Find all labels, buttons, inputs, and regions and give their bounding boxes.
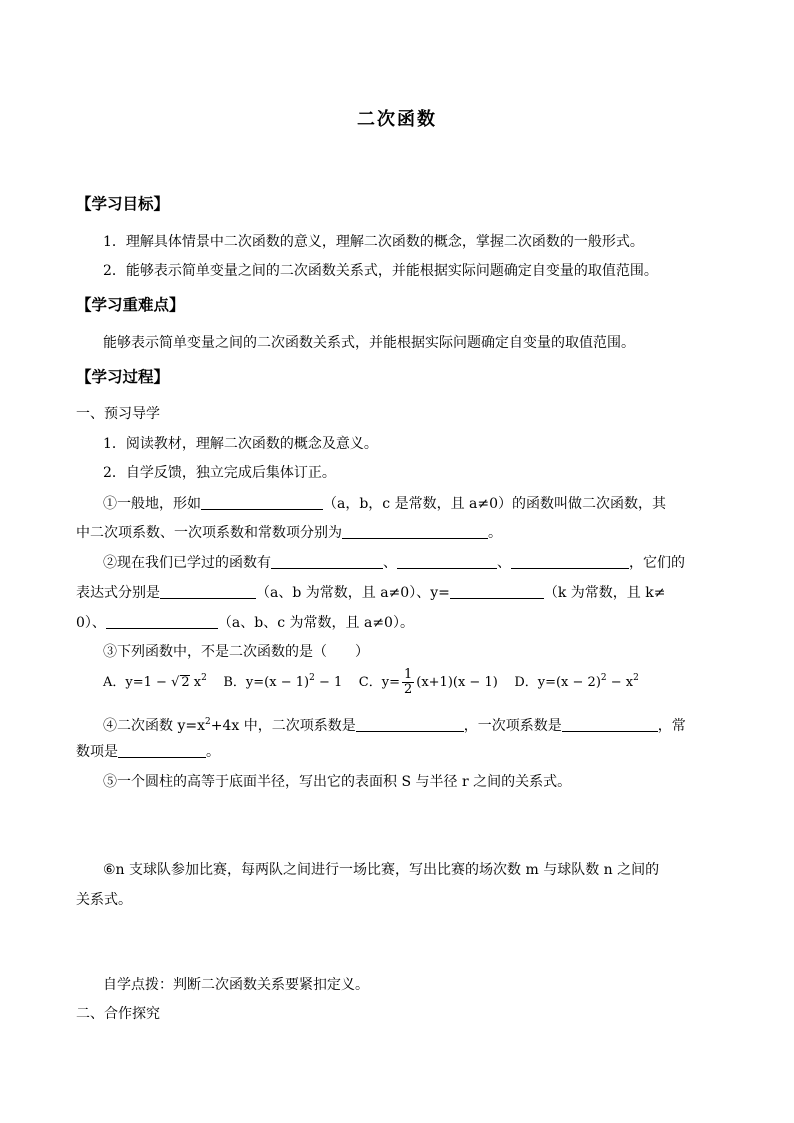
- answer-blank[interactable]: [356, 717, 464, 732]
- option-d[interactable]: D．$y=(x - 2)^2 - x^2$: [514, 673, 639, 690]
- answer-blank[interactable]: [397, 554, 497, 569]
- option-b[interactable]: B．$y=(x - 1)^2 - 1$: [223, 673, 343, 690]
- answer-blank[interactable]: [342, 524, 488, 539]
- question-6-line2: 关系式。: [76, 892, 132, 908]
- option-c[interactable]: C．y= $\frac{1}{2}$ (x+1)(x − 1): [358, 667, 498, 697]
- question-3: ③下列函数中，不是二次函数的是（ ）: [103, 644, 369, 660]
- goal-item: 1．理解具体情景中二次函数的意义，理解二次函数的概念，掌握二次函数的一般形式。: [103, 234, 644, 250]
- question-2-line3: 0）、 （a、b、c 为常数，且 a≠0）。: [76, 615, 414, 631]
- section-heading-goals: 【学习目标】: [76, 194, 170, 213]
- part2-heading: 二、合作探究: [76, 1006, 160, 1022]
- question-6-line1: ⑥n 支球队参加比赛，每两队之间进行一场比赛，写出比赛的场次数 m 与球队数 n 之间的: [103, 862, 660, 878]
- sqrt-icon: √: [171, 675, 180, 690]
- question-1-line1: ①一般地，形如 （a，b，c 是常数，且 a≠0）的函数叫做二次函数，其: [103, 496, 667, 512]
- page-title: 二次函数: [357, 109, 437, 130]
- question-2-line2: 表达式分别是 （a、b 为常数，且 a≠0）、y= （k 为常数，且 k≠: [76, 585, 666, 601]
- difficulty-text: 能够表示简单变量之间的二次函数关系式，并能根据实际问题确定自变量的取值范围。: [103, 335, 635, 351]
- answer-blank[interactable]: [271, 554, 383, 569]
- question-4-line2: 数项是 。: [76, 744, 220, 760]
- step-item: 1．阅读教材，理解二次函数的概念及意义。: [103, 436, 378, 452]
- section-heading-process: 【学习过程】: [76, 367, 170, 386]
- section-heading-difficulties: 【学习重难点】: [76, 295, 185, 314]
- answer-blank[interactable]: [562, 717, 658, 732]
- answer-blank[interactable]: [106, 614, 218, 629]
- answer-blank[interactable]: [450, 584, 544, 599]
- question-5: ⑤一个圆柱的高等于底面半径，写出它的表面积 S 与半径 r 之间的关系式。: [103, 774, 572, 790]
- answer-blank[interactable]: [160, 584, 256, 599]
- question-3-options: [103, 668, 639, 697]
- fraction: $\frac{1}{2}$: [403, 667, 413, 697]
- question-1-line2: 中二次项系数、一次项系数和常数项分别为 。: [76, 525, 502, 541]
- answer-blank[interactable]: [201, 495, 323, 510]
- answer-blank[interactable]: [511, 554, 629, 569]
- part1-heading: 一、预习导学: [76, 406, 160, 422]
- self-study-tip: 自学点拨：判断二次函数关系要紧扣定义。: [103, 977, 369, 993]
- goal-item: 2．能够表示简单变量之间的二次函数关系式，并能根据实际问题确定自变量的取值范围。: [103, 263, 658, 279]
- question-2-line1: ②现在我们已学过的函数有 、 、 ，它们的: [103, 555, 685, 571]
- option-a[interactable]: A．y=1 − √ 2 $x^2$: [103, 673, 207, 690]
- step-item: 2．自学反馈，独立完成后集体订正。: [103, 465, 336, 481]
- question-4-line1: ④二次函数 $y=x^2+4x$ 中，二次项系数是 ，一次项系数是 ，常: [103, 717, 686, 734]
- answer-blank[interactable]: [118, 743, 206, 758]
